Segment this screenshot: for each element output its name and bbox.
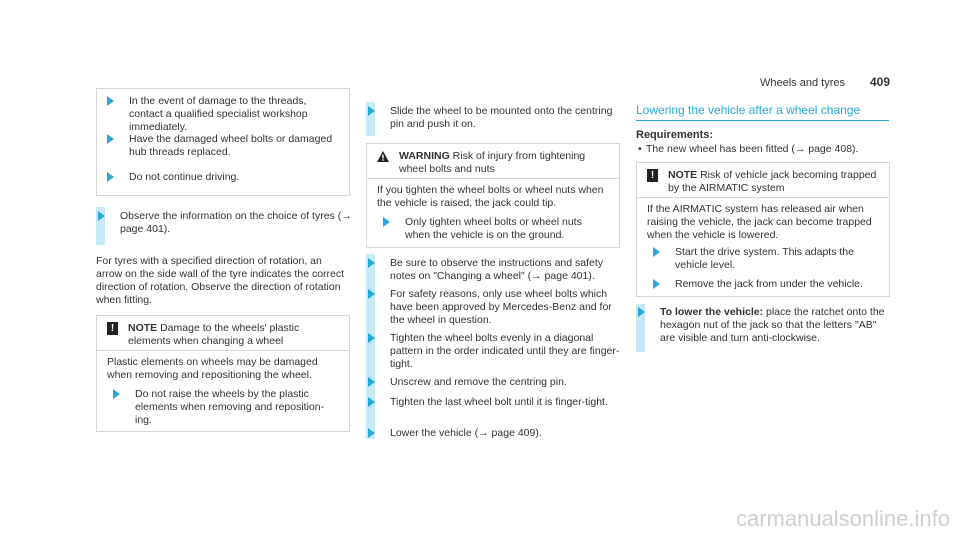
note-keyword: NOTE <box>668 169 698 181</box>
warning-box <box>366 143 620 248</box>
watermark: carmanualsonline.info <box>735 506 950 531</box>
warning-divider <box>367 178 619 179</box>
exclamation-icon: ! <box>107 322 118 335</box>
arrow-bullet-icon <box>653 247 660 257</box>
arrow-bullet-icon <box>638 307 645 317</box>
arrow-bullet-icon <box>107 96 114 106</box>
box-item: Do not continue driving. <box>107 171 337 184</box>
arrow-bullet-icon <box>368 397 375 407</box>
step-label: To lower the vehicle: <box>660 306 764 318</box>
note-header <box>107 322 339 348</box>
step-lower <box>638 306 893 345</box>
note-body: Plastic elements on wheels may be damaged when removing and repositioning the wheel. <box>107 356 318 381</box>
warning-body: If you tighten the wheel bolts or wheel nuts when the vehicle is raised, the jack could tip. <box>377 184 604 209</box>
warning-item: Only tighten wheel bolts or wheel nuts when the vehicle is on the ground. <box>383 216 609 242</box>
step-item: Lower the vehicle (→ page 409). <box>368 427 623 440</box>
box-item: In the event of damage to the threads, contact a qualified specialist workshop immediately. <box>107 95 337 134</box>
arrow-bullet-icon <box>653 279 660 289</box>
arrow-bullet-icon <box>368 289 375 299</box>
arrow-bullet-icon <box>107 134 114 144</box>
note-keyword: NOTE <box>128 322 158 334</box>
note-item: Do not raise the wheels by the plastic elements when removing and reposition-ing. <box>113 388 339 427</box>
warning-triangle-icon <box>377 151 389 163</box>
bullet-icon: • <box>638 143 642 155</box>
box-item: Have the damaged wheel bolts or damaged hub threads replaced. <box>107 133 337 159</box>
arrow-bullet-icon <box>98 211 105 221</box>
note-divider <box>97 350 349 351</box>
page-number: 409 <box>870 75 891 89</box>
note-box <box>636 162 890 297</box>
note-body: If the AIRMATIC system has released air when raising the vehicle, the jack can become trapped when the vehicle is lowered. <box>647 203 872 241</box>
continuation-box <box>96 88 350 196</box>
heading-underline <box>636 120 889 121</box>
warning-header <box>377 150 609 176</box>
note-title: Risk of vehicle jack becoming trapped by the AIRMATIC system <box>668 169 877 194</box>
arrow-bullet-icon <box>368 428 375 438</box>
step-item: Unscrew and remove the centring pin. <box>368 376 623 389</box>
arrow-bullet-icon <box>368 258 375 268</box>
note-header <box>647 169 879 195</box>
requirement-item: • The new wheel has been fitted (→ page 408). <box>638 143 859 155</box>
step-slide: Slide the wheel to be mounted onto the centring pin and push it on. <box>368 105 618 131</box>
arrow-bullet-icon <box>383 217 390 227</box>
arrow-bullet-icon <box>113 389 120 399</box>
step-item: Tighten the wheel bolts evenly in a diagonal pattern in the order indicated until they are finger-tight. <box>368 332 623 371</box>
warning-title: Risk of injury from tightening wheel bolts and nuts <box>399 150 586 175</box>
note-item: Start the drive system. This adapts the vehicle level. <box>653 246 879 272</box>
note-box <box>96 315 350 432</box>
arrow-bullet-icon <box>368 106 375 116</box>
warning-keyword: WARNING <box>399 150 450 162</box>
note-title: Damage to the wheels' plastic elements when changing a wheel <box>128 322 300 347</box>
arrow-bullet-icon <box>368 333 375 343</box>
paragraph: For tyres with a specified direction of rotation, an arrow on the side wall of the tyre indicates the correct direction of rotation. Observe the direction of rotation when fitting. <box>96 255 345 306</box>
step-text: place the ratchet onto the hexagon nut of the jack so that the letters "AB" are visible and turn anti-clockwise. <box>660 306 885 344</box>
section-title: Wheels and tyres <box>760 77 845 89</box>
note-divider <box>637 197 889 198</box>
exclamation-icon: ! <box>647 169 658 182</box>
requirements-label: Requirements: <box>636 129 714 141</box>
arrow-bullet-icon <box>107 172 114 182</box>
step-observe: Observe the information on the choice of tyres (→ page 401). <box>98 210 353 236</box>
step-item: Tighten the last wheel bolt until it is finger-tight. <box>368 396 623 409</box>
note-item: Remove the jack from under the vehicle. <box>653 278 879 291</box>
step-item: Be sure to observe the instructions and safety notes on "Changing a wheel" (→ page 401). <box>368 257 623 283</box>
section-heading: Lowering the vehicle after a wheel change <box>636 103 861 117</box>
step-item: For safety reasons, only use wheel bolts which have been approved by Mercedes-Benz and for the wheel in question. <box>368 288 623 327</box>
arrow-bullet-icon <box>368 377 375 387</box>
